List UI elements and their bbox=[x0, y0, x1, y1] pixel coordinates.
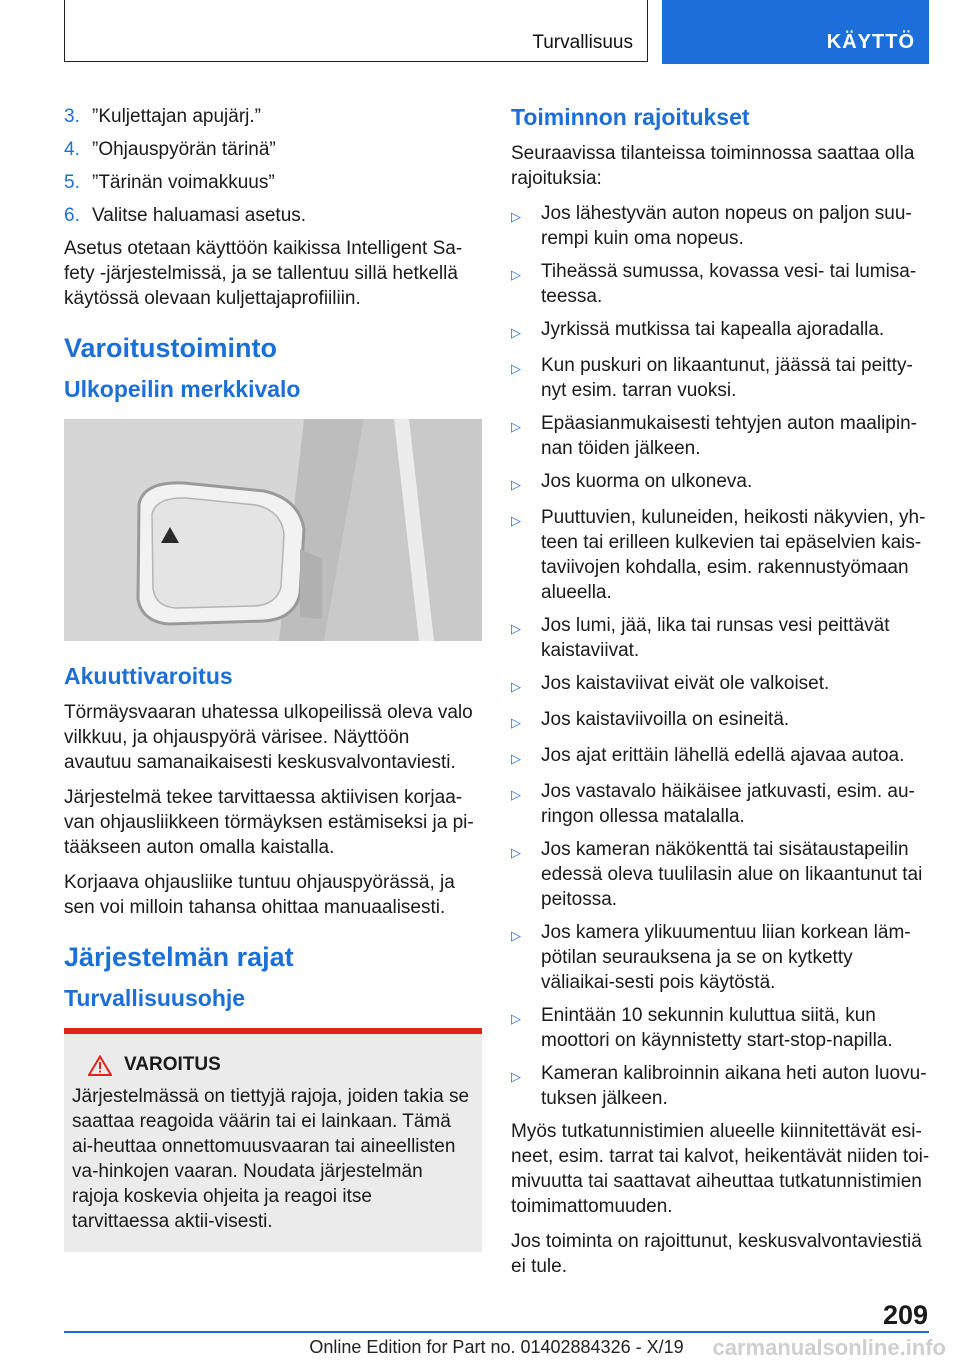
radar-paragraph: Myös tutkatunnistimien alueelle kiinnitettävät esi-neet, esim. tarrat tai kalvot, heikentävät niiden toi-mivuutta tai saattavat aiheuttaa tutkatunnistimien toimimattomuuden. bbox=[511, 1121, 930, 1217]
step-item: 5. ”Tärinän voimakkuus” bbox=[64, 172, 275, 193]
restrictions-intro: Seuraavissa tilanteissa toiminnossa saattaa olla rajoituksia: bbox=[511, 143, 915, 189]
restriction-list bbox=[511, 201, 931, 1111]
heading-system-limits: Järjestelmän rajat bbox=[64, 942, 294, 972]
bullet-triangle-icon: ▷ bbox=[511, 477, 521, 492]
list-item: ▷ Jos kaistaviivat eivät ole valkoiset. bbox=[511, 671, 931, 699]
left-column bbox=[64, 104, 482, 1252]
bullet-triangle-icon: ▷ bbox=[511, 1069, 521, 1084]
header-chapter-tab[interactable] bbox=[662, 0, 929, 64]
bullet-triangle-icon: ▷ bbox=[511, 325, 521, 340]
heading-acute-warning: Akuuttivaroitus bbox=[64, 663, 233, 689]
header-chapter-title: KÄYTTÖ bbox=[826, 31, 915, 53]
watermark: carmanualsonline.info bbox=[712, 1335, 946, 1360]
list-item: ▷ Jos lähestyvän auton nopeus on paljon suu-rempi kuin oma nopeus. bbox=[511, 203, 912, 249]
acute-paragraph-2: Järjestelmä tekee tarvittaessa aktiivisen korjaa-van ohjausliikkeen törmäyksen estämiseksi ja pi-tääkseen auton omalla kaistalla. bbox=[64, 787, 474, 858]
step-item: 6. Valitse haluamasi asetus. bbox=[64, 205, 307, 226]
footer-divider bbox=[64, 1331, 929, 1333]
footer-edition: Online Edition for Part no. 01402884326 - X/19 bbox=[309, 1337, 684, 1357]
acute-paragraph-3: Korjaava ohjausliike tuntuu ohjauspyörässä, ja sen voi milloin tahansa ohittaa manuaalisesti. bbox=[64, 872, 455, 918]
bullet-triangle-icon: ▷ bbox=[511, 787, 521, 802]
warning-triangle-icon bbox=[88, 1055, 112, 1076]
heading-warning-function: Varoitustoiminto bbox=[64, 333, 278, 363]
list-item: ▷ Kun puskuri on likaantunut, jäässä tai peitty-nyt esim. tarran vuoksi. bbox=[511, 355, 913, 401]
warning-text: Järjestelmässä on tiettyjä rajoja, joiden takia se saattaa reagoida väärin tai ei lainkaan. Tämä ai-heuttaa onnettomuusvaaran tai aineellisten va-hinkojen vaaran. Noudata järjestelmän rajoja koskevia ohjeita ja reagoi itse tarvittaessa aktii-visesti. bbox=[72, 1086, 470, 1232]
heading-function-restrictions: Toiminnon rajoitukset bbox=[511, 104, 750, 130]
page-number: 209 bbox=[882, 1300, 928, 1330]
bullet-triangle-icon: ▷ bbox=[511, 751, 521, 766]
step-list bbox=[64, 104, 482, 228]
acute-paragraph-1: Törmäysvaaran uhatessa ulkopeilissä oleva valo vilkkuu, ja ohjauspyörä värisee. Näyttöön avautuu samanaikaisesti keskusvalvontaviesti. bbox=[64, 702, 473, 773]
bullet-triangle-icon: ▷ bbox=[511, 679, 521, 694]
bullet-triangle-icon: ▷ bbox=[511, 845, 521, 860]
list-item: ▷ Epäasianmukaisesti tehtyjen auton maalipin-nan töiden jälkeen. bbox=[511, 413, 917, 459]
settings-paragraph: Asetus otetaan käyttöön kaikissa Intelligent Sa-fety -järjestelmissä, ja se tallentuu sillä hetkellä käytössä olevaan kuljettajaprofiiliin. bbox=[64, 238, 463, 309]
limited-function-paragraph: Jos toiminta on rajoittunut, keskusvalvontaviestiä ei tule. bbox=[511, 1231, 922, 1277]
list-item: ▷ Kameran kalibroinnin aikana heti auton luovu-tuksen jälkeen. bbox=[511, 1063, 927, 1109]
list-item: ▷ Jos vastavalo häikäisee jatkuvasti, esim. au-ringon ollessa matalalla. bbox=[511, 781, 915, 827]
list-item: ▷ Jos kaistaviivoilla on esineitä. bbox=[511, 707, 931, 735]
bullet-triangle-icon: ▷ bbox=[511, 209, 521, 224]
bullet-triangle-icon: ▷ bbox=[511, 928, 521, 943]
list-item: ▷ Jos lumi, jää, lika tai runsas vesi peittävät kaistaviivat. bbox=[511, 615, 890, 661]
warning-title-row bbox=[72, 1054, 474, 1076]
bullet-triangle-icon: ▷ bbox=[511, 267, 521, 282]
heading-mirror-light: Ulkopeilin merkkivalo bbox=[64, 376, 301, 402]
list-item: ▷ Tiheässä sumussa, kovassa vesi- tai lumisa-teessa. bbox=[511, 261, 917, 307]
right-column bbox=[511, 104, 931, 1289]
bullet-triangle-icon: ▷ bbox=[511, 715, 521, 730]
step-item: 3. ”Kuljettajan apujärj.” bbox=[64, 106, 261, 127]
step-item: 4. ”Ohjauspyörän tärinä” bbox=[64, 139, 276, 160]
warning-title: VAROITUS bbox=[124, 1054, 221, 1075]
bullet-triangle-icon: ▷ bbox=[511, 621, 521, 636]
bullet-triangle-icon: ▷ bbox=[511, 513, 521, 528]
warning-box bbox=[64, 1028, 482, 1252]
bullet-triangle-icon: ▷ bbox=[511, 419, 521, 434]
list-item: ▷ Jos kamera ylikuumentuu liian korkean läm-pötilan seurauksena ja se on kytketty väliaikai-sesti pois käytöstä. bbox=[511, 922, 911, 993]
bullet-triangle-icon: ▷ bbox=[511, 1011, 521, 1026]
list-item: ▷ Enintään 10 sekunnin kuluttua siitä, kun moottori on käynnistetty start-stop-napilla. bbox=[511, 1005, 893, 1051]
page-header bbox=[64, 0, 929, 64]
list-item: ▷ Jos ajat erittäin lähellä edellä ajavaa autoa. bbox=[511, 743, 931, 771]
mirror-illustration bbox=[64, 419, 482, 641]
list-item: ▷ Jos kameran näkökenttä tai sisätaustapeilin edessä oleva tuulilasin alue on likaantunut tai peitossa. bbox=[511, 839, 923, 910]
header-section-title: Turvallisuus bbox=[532, 32, 633, 53]
list-item: ▷ Jos kuorma on ulkoneva. bbox=[511, 469, 931, 497]
list-item: ▷ Jyrkissä mutkissa tai kapealla ajoradalla. bbox=[511, 317, 931, 345]
bullet-triangle-icon: ▷ bbox=[511, 361, 521, 376]
heading-safety-note: Turvallisuusohje bbox=[64, 985, 246, 1011]
list-item: ▷ Puuttuvien, kuluneiden, heikosti näkyvien, yh-teen tai erilleen kulkevien tai epäselvien kais-taviivojen kohdalla, esim. rakennustyömaan alueella. bbox=[511, 507, 926, 603]
header-section-box bbox=[64, 0, 648, 62]
